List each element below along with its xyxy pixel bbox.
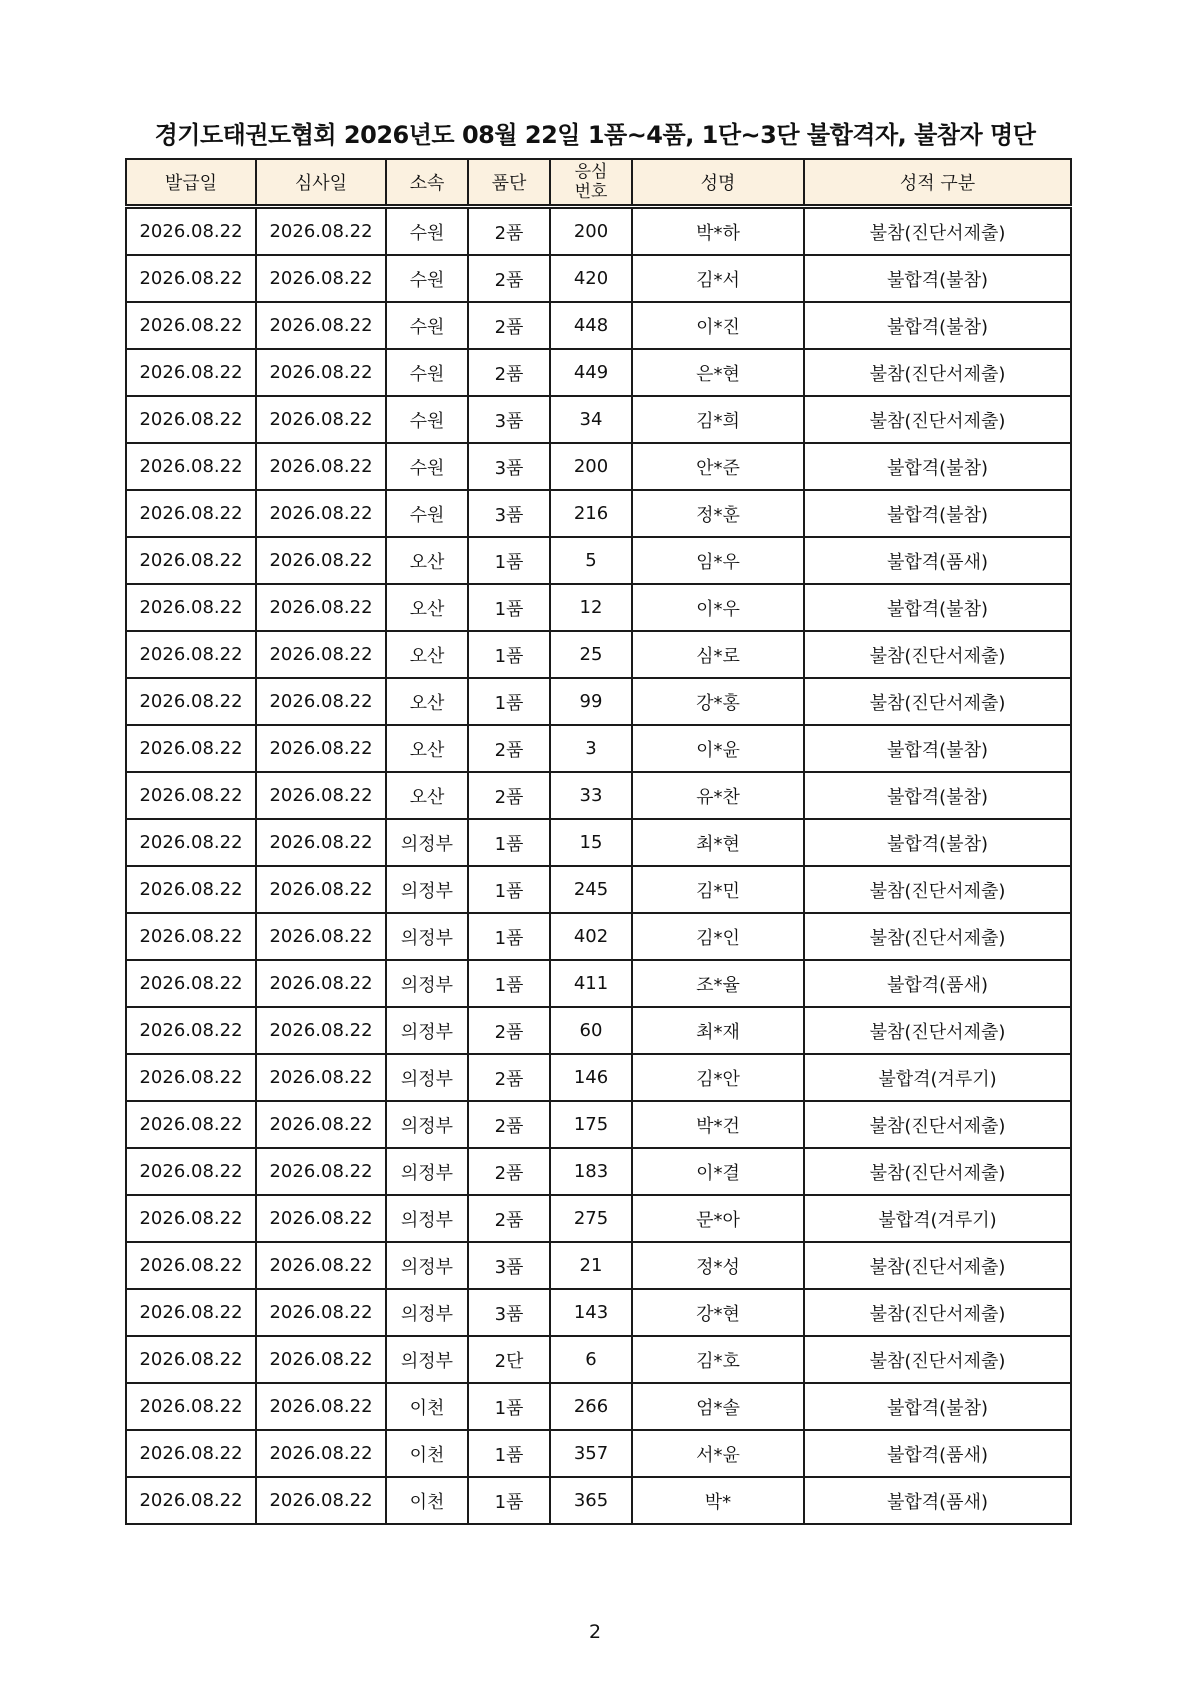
result-cell: 불참(진단서제출) (804, 1148, 1071, 1195)
issue-date-cell: 2026.08.22 (126, 866, 256, 913)
exam-date-cell: 2026.08.22 (256, 725, 386, 772)
issue-date-cell: 2026.08.22 (126, 1242, 256, 1289)
issue-date-cell: 2026.08.22 (126, 443, 256, 490)
name-cell: 김*민 (632, 866, 804, 913)
exam-date-cell: 2026.08.22 (256, 960, 386, 1007)
result-cell: 불참(진단서제출) (804, 349, 1071, 396)
branch-cell: 오산 (386, 725, 468, 772)
rank-cell: 2품 (468, 349, 550, 396)
rank-cell: 3품 (468, 490, 550, 537)
issue-date-cell: 2026.08.22 (126, 1195, 256, 1242)
result-cell: 불합격(불참) (804, 1383, 1071, 1430)
issue-date-cell: 2026.08.22 (126, 1383, 256, 1430)
table-row (126, 443, 1071, 490)
result-cell: 불참(진단서제출) (804, 1289, 1071, 1336)
exam-number-cell: 5 (550, 537, 632, 584)
table-row (126, 1148, 1071, 1195)
exam-date-cell: 2026.08.22 (256, 819, 386, 866)
table-row (126, 1430, 1071, 1477)
issue-date-cell: 2026.08.22 (126, 960, 256, 1007)
issue-date-cell: 2026.08.22 (126, 1336, 256, 1383)
branch-cell: 의정부 (386, 1195, 468, 1242)
name-cell: 엄*솔 (632, 1383, 804, 1430)
exam-number-cell: 146 (550, 1054, 632, 1101)
branch-cell: 의정부 (386, 1289, 468, 1336)
exam-date-cell: 2026.08.22 (256, 1336, 386, 1383)
issue-date-cell: 2026.08.22 (126, 678, 256, 725)
table-row (126, 490, 1071, 537)
rank-cell: 2품 (468, 255, 550, 302)
exam-date-cell: 2026.08.22 (256, 1148, 386, 1195)
table-row (126, 1195, 1071, 1242)
rank-cell: 2품 (468, 772, 550, 819)
exam-number-cell: 99 (550, 678, 632, 725)
rank-cell: 1품 (468, 678, 550, 725)
exam-number-cell: 34 (550, 396, 632, 443)
branch-cell: 수원 (386, 207, 468, 256)
result-cell: 불참(진단서제출) (804, 631, 1071, 678)
table-row (126, 584, 1071, 631)
rank-cell: 3품 (468, 443, 550, 490)
exam-number-cell: 183 (550, 1148, 632, 1195)
exam-date-cell: 2026.08.22 (256, 584, 386, 631)
table-row (126, 960, 1071, 1007)
branch-cell: 의정부 (386, 1054, 468, 1101)
exam-number-cell: 216 (550, 490, 632, 537)
table-row (126, 913, 1071, 960)
rank-cell: 1품 (468, 631, 550, 678)
exam-date-cell: 2026.08.22 (256, 349, 386, 396)
table-row (126, 631, 1071, 678)
issue-date-cell: 2026.08.22 (126, 349, 256, 396)
exam-date-cell: 2026.08.22 (256, 1007, 386, 1054)
document-title: 경기도태권도협회 2026년도 08월 22일 1품~4품, 1단~3단 불합격자, 불참자 명단 (154, 121, 1036, 149)
name-cell: 은*현 (632, 349, 804, 396)
name-cell: 정*성 (632, 1242, 804, 1289)
branch-cell: 오산 (386, 772, 468, 819)
branch-cell: 의정부 (386, 866, 468, 913)
branch-cell: 수원 (386, 302, 468, 349)
table-row (126, 255, 1071, 302)
page-number: 2 (588, 1621, 602, 1643)
name-cell: 유*찬 (632, 772, 804, 819)
branch-cell: 이천 (386, 1477, 468, 1524)
name-cell: 문*아 (632, 1195, 804, 1242)
result-cell: 불합격(불참) (804, 443, 1071, 490)
rank-cell: 1품 (468, 819, 550, 866)
name-cell: 박* (632, 1477, 804, 1524)
table-row (126, 1101, 1071, 1148)
exam-number-cell: 6 (550, 1336, 632, 1383)
result-cell: 불합격(불참) (804, 819, 1071, 866)
header-exam-number-line1: 응심 (574, 162, 608, 182)
exam-date-cell: 2026.08.22 (256, 1477, 386, 1524)
name-cell: 박*건 (632, 1101, 804, 1148)
issue-date-cell: 2026.08.22 (126, 1477, 256, 1524)
name-cell: 정*훈 (632, 490, 804, 537)
branch-cell: 오산 (386, 584, 468, 631)
header-exam-number-line2: 번호 (574, 182, 608, 202)
table-row (126, 349, 1071, 396)
name-cell: 안*준 (632, 443, 804, 490)
result-cell: 불참(진단서제출) (804, 678, 1071, 725)
table-row (126, 1383, 1071, 1430)
name-cell: 김*호 (632, 1336, 804, 1383)
issue-date-cell: 2026.08.22 (126, 584, 256, 631)
exam-date-cell: 2026.08.22 (256, 1242, 386, 1289)
issue-date-cell: 2026.08.22 (126, 207, 256, 256)
rank-cell: 2단 (468, 1336, 550, 1383)
exam-date-cell: 2026.08.22 (256, 1054, 386, 1101)
exam-number-cell: 33 (550, 772, 632, 819)
exam-date-cell: 2026.08.22 (256, 1383, 386, 1430)
branch-cell: 수원 (386, 490, 468, 537)
name-cell: 강*홍 (632, 678, 804, 725)
exam-number-cell: 143 (550, 1289, 632, 1336)
name-cell: 최*현 (632, 819, 804, 866)
branch-cell: 수원 (386, 255, 468, 302)
name-cell: 이*진 (632, 302, 804, 349)
name-cell: 심*로 (632, 631, 804, 678)
branch-cell: 오산 (386, 631, 468, 678)
name-cell: 박*하 (632, 207, 804, 256)
rank-cell: 2품 (468, 207, 550, 256)
issue-date-cell: 2026.08.22 (126, 302, 256, 349)
exam-number-cell: 3 (550, 725, 632, 772)
name-cell: 서*윤 (632, 1430, 804, 1477)
rank-cell: 1품 (468, 1430, 550, 1477)
exam-number-cell: 21 (550, 1242, 632, 1289)
exam-number-cell: 411 (550, 960, 632, 1007)
exam-date-cell: 2026.08.22 (256, 678, 386, 725)
name-cell: 김*안 (632, 1054, 804, 1101)
table-row (126, 866, 1071, 913)
exam-number-cell: 245 (550, 866, 632, 913)
branch-cell: 의정부 (386, 819, 468, 866)
name-cell: 임*우 (632, 537, 804, 584)
result-cell: 불합격(품새) (804, 1477, 1071, 1524)
exam-date-cell: 2026.08.22 (256, 207, 386, 256)
name-cell: 김*희 (632, 396, 804, 443)
result-cell: 불참(진단서제출) (804, 396, 1071, 443)
rank-cell: 3품 (468, 1289, 550, 1336)
exam-date-cell: 2026.08.22 (256, 631, 386, 678)
exam-date-cell: 2026.08.22 (256, 1289, 386, 1336)
exam-number-cell: 200 (550, 443, 632, 490)
result-cell: 불참(진단서제출) (804, 1007, 1071, 1054)
rank-cell: 2품 (468, 1054, 550, 1101)
result-cell: 불참(진단서제출) (804, 1242, 1071, 1289)
branch-cell: 오산 (386, 537, 468, 584)
table-row (126, 772, 1071, 819)
branch-cell: 수원 (386, 396, 468, 443)
table-row (126, 1054, 1071, 1101)
exam-date-cell: 2026.08.22 (256, 913, 386, 960)
issue-date-cell: 2026.08.22 (126, 490, 256, 537)
branch-cell: 의정부 (386, 1007, 468, 1054)
exam-number-cell: 175 (550, 1101, 632, 1148)
issue-date-cell: 2026.08.22 (126, 1289, 256, 1336)
exam-date-cell: 2026.08.22 (256, 255, 386, 302)
rank-cell: 1품 (468, 866, 550, 913)
rank-cell: 2품 (468, 1007, 550, 1054)
name-cell: 이*우 (632, 584, 804, 631)
exam-number-cell: 266 (550, 1383, 632, 1430)
result-cell: 불합격(겨루기) (804, 1054, 1071, 1101)
result-cell: 불합격(품새) (804, 1430, 1071, 1477)
result-cell: 불합격(불참) (804, 725, 1071, 772)
exam-number-cell: 420 (550, 255, 632, 302)
name-cell: 김*서 (632, 255, 804, 302)
table-row (126, 1007, 1071, 1054)
issue-date-cell: 2026.08.22 (126, 631, 256, 678)
exam-number-cell: 275 (550, 1195, 632, 1242)
result-cell: 불합격(불참) (804, 490, 1071, 537)
exam-number-cell: 357 (550, 1430, 632, 1477)
issue-date-cell: 2026.08.22 (126, 1430, 256, 1477)
rank-cell: 1품 (468, 960, 550, 1007)
result-cell: 불합격(불참) (804, 302, 1071, 349)
exam-number-cell: 448 (550, 302, 632, 349)
table-row (126, 537, 1071, 584)
rank-cell: 1품 (468, 537, 550, 584)
header-issue-date: 발급일 (126, 159, 256, 207)
name-cell: 김*인 (632, 913, 804, 960)
rank-cell: 3품 (468, 396, 550, 443)
exam-date-cell: 2026.08.22 (256, 1101, 386, 1148)
table-row (126, 678, 1071, 725)
issue-date-cell: 2026.08.22 (126, 725, 256, 772)
name-cell: 강*현 (632, 1289, 804, 1336)
issue-date-cell: 2026.08.22 (126, 396, 256, 443)
header-name: 성명 (632, 159, 804, 207)
branch-cell: 의정부 (386, 913, 468, 960)
rank-cell: 1품 (468, 1477, 550, 1524)
name-cell: 조*율 (632, 960, 804, 1007)
exam-date-cell: 2026.08.22 (256, 302, 386, 349)
rank-cell: 2품 (468, 1148, 550, 1195)
header-rank: 품단 (468, 159, 550, 207)
exam-number-cell: 449 (550, 349, 632, 396)
table-row (126, 1477, 1071, 1524)
table-header (126, 159, 1071, 207)
issue-date-cell: 2026.08.22 (126, 1054, 256, 1101)
branch-cell: 의정부 (386, 1336, 468, 1383)
result-cell: 불합격(불참) (804, 772, 1071, 819)
exam-date-cell: 2026.08.22 (256, 866, 386, 913)
branch-cell: 오산 (386, 678, 468, 725)
issue-date-cell: 2026.08.22 (126, 1148, 256, 1195)
issue-date-cell: 2026.08.22 (126, 1101, 256, 1148)
name-cell: 이*윤 (632, 725, 804, 772)
branch-cell: 의정부 (386, 960, 468, 1007)
rank-cell: 1품 (468, 913, 550, 960)
result-cell: 불참(진단서제출) (804, 207, 1071, 256)
table-row (126, 1242, 1071, 1289)
exam-number-cell: 365 (550, 1477, 632, 1524)
rank-cell: 2품 (468, 1195, 550, 1242)
result-cell: 불합격(불참) (804, 255, 1071, 302)
exam-number-cell: 25 (550, 631, 632, 678)
results-table (125, 158, 1072, 1525)
table-row (126, 819, 1071, 866)
table-row (126, 207, 1071, 256)
rank-cell: 2품 (468, 1101, 550, 1148)
name-cell: 최*재 (632, 1007, 804, 1054)
header-row (126, 159, 1071, 207)
result-cell: 불합격(품새) (804, 960, 1071, 1007)
exam-number-cell: 15 (550, 819, 632, 866)
branch-cell: 수원 (386, 443, 468, 490)
exam-date-cell: 2026.08.22 (256, 490, 386, 537)
result-cell: 불합격(겨루기) (804, 1195, 1071, 1242)
branch-cell: 이천 (386, 1430, 468, 1477)
result-cell: 불참(진단서제출) (804, 866, 1071, 913)
branch-cell: 수원 (386, 349, 468, 396)
rank-cell: 1품 (468, 584, 550, 631)
branch-cell: 의정부 (386, 1148, 468, 1195)
exam-date-cell: 2026.08.22 (256, 1195, 386, 1242)
exam-number-cell: 402 (550, 913, 632, 960)
exam-date-cell: 2026.08.22 (256, 443, 386, 490)
result-cell: 불합격(불참) (804, 584, 1071, 631)
exam-number-cell: 12 (550, 584, 632, 631)
header-exam-date: 심사일 (256, 159, 386, 207)
result-cell: 불참(진단서제출) (804, 913, 1071, 960)
result-cell: 불참(진단서제출) (804, 1101, 1071, 1148)
table-body (126, 207, 1071, 1525)
header-exam-number (550, 159, 632, 207)
exam-date-cell: 2026.08.22 (256, 772, 386, 819)
branch-cell: 의정부 (386, 1242, 468, 1289)
result-cell: 불합격(품새) (804, 537, 1071, 584)
header-branch: 소속 (386, 159, 468, 207)
issue-date-cell: 2026.08.22 (126, 255, 256, 302)
issue-date-cell: 2026.08.22 (126, 913, 256, 960)
exam-number-cell: 200 (550, 207, 632, 256)
issue-date-cell: 2026.08.22 (126, 772, 256, 819)
rank-cell: 2품 (468, 302, 550, 349)
result-cell: 불참(진단서제출) (804, 1336, 1071, 1383)
issue-date-cell: 2026.08.22 (126, 1007, 256, 1054)
table-row (126, 396, 1071, 443)
rank-cell: 2품 (468, 725, 550, 772)
rank-cell: 3품 (468, 1242, 550, 1289)
exam-date-cell: 2026.08.22 (256, 1430, 386, 1477)
issue-date-cell: 2026.08.22 (126, 537, 256, 584)
table-row (126, 302, 1071, 349)
header-result: 성적 구분 (804, 159, 1071, 207)
table-row (126, 725, 1071, 772)
table-row (126, 1289, 1071, 1336)
exam-number-cell: 60 (550, 1007, 632, 1054)
name-cell: 이*결 (632, 1148, 804, 1195)
table-row (126, 1336, 1071, 1383)
exam-date-cell: 2026.08.22 (256, 396, 386, 443)
issue-date-cell: 2026.08.22 (126, 819, 256, 866)
rank-cell: 1품 (468, 1383, 550, 1430)
branch-cell: 의정부 (386, 1101, 468, 1148)
exam-date-cell: 2026.08.22 (256, 537, 386, 584)
branch-cell: 이천 (386, 1383, 468, 1430)
